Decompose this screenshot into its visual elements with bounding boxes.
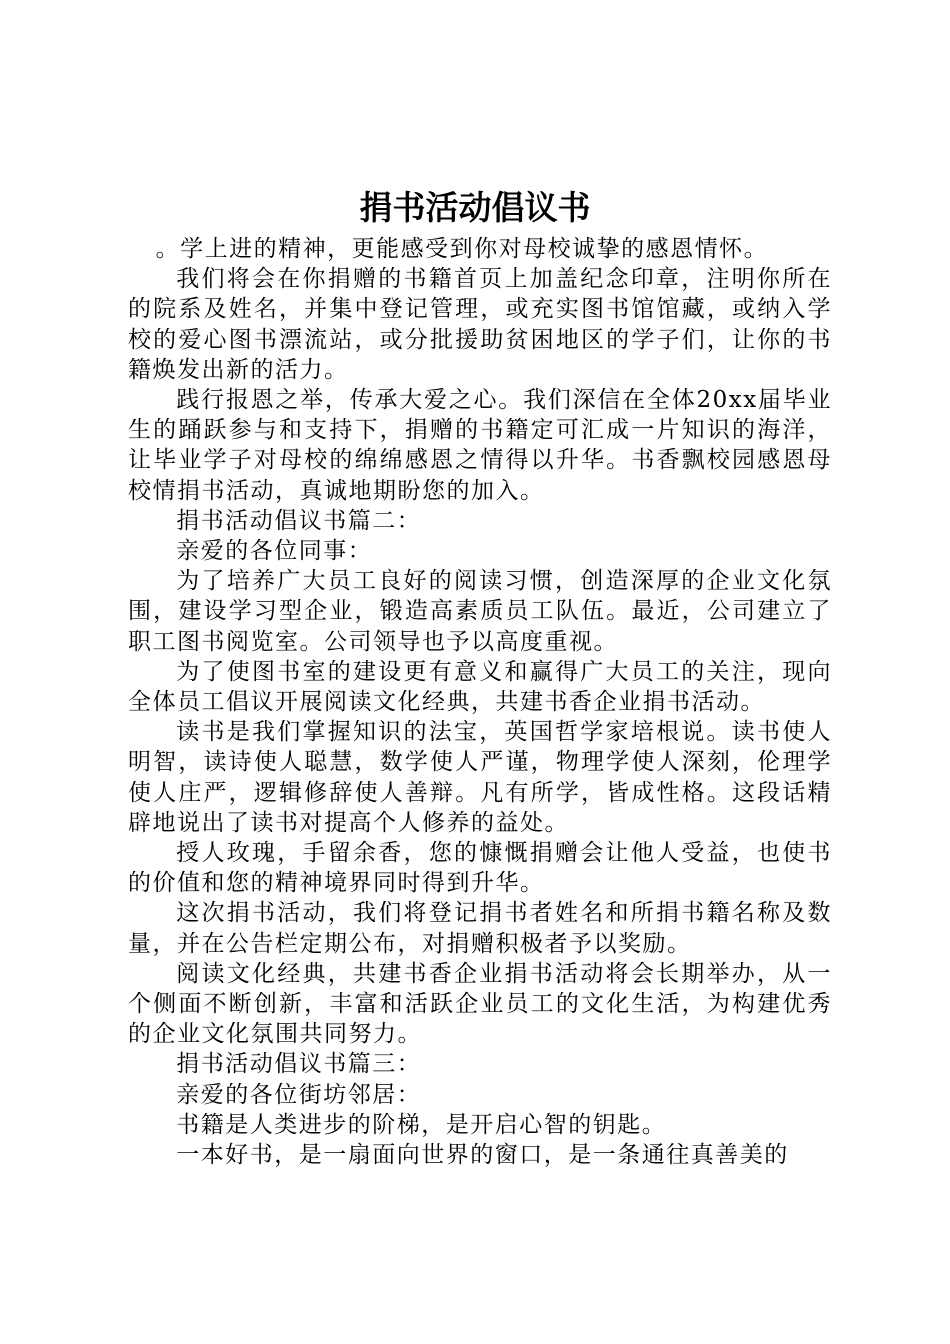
paragraph: 为了培养广大员工良好的阅读习惯，创造深厚的企业文化氛围，建设学习型企业，锻造高素质员工队伍。最近，公司建立了职工图书阅览室。公司领导也予以高度重视。 <box>128 568 832 655</box>
paragraph: 阅读文化经典，共建书香企业捐书活动将会长期举办，从一个侧面不断创新，丰富和活跃企业员工的文化生活，为构建优秀的企业文化氛围共同努力。 <box>128 960 832 1048</box>
paragraph: 书籍是人类进步的阶梯，是开启心智的钥匙。 <box>176 1111 667 1138</box>
document-body <box>128 234 832 1170</box>
paragraph: 读书是我们掌握知识的法宝，英国哲学家培根说。读书使人明智，读诗使人聪慧，数学使人严谨，物理学使人深刻，伦理学使人庄严，逻辑修辞使人善辩。凡有所学，皆成性格。这段话精辟地说出了读书对提高个人修养的益处。 <box>128 719 832 836</box>
paragraph: 授人玫瑰，手留余香，您的慷慨捐赠会让他人受益，也使书的价值和您的精神境界同时得到升华。 <box>128 840 832 897</box>
paragraph: 一本好书，是一扇面向世界的窗口，是一条通往真善美的 <box>176 1142 789 1169</box>
salutation: 亲爱的各位同事： <box>176 538 373 565</box>
paragraph: 践行报恩之举，传承大爱之心。我们深信在全体20xx届毕业生的踊跃参与和支持下，捐赠的书籍定可汇成一片知识的海洋，让毕业学子对母校的绵绵感恩之情得以升华。书香飘校园感恩母校情捐书活动，真诚地期盼您的加入。 <box>128 387 832 504</box>
section-heading: 捐书活动倡议书篇二： <box>176 507 422 534</box>
section-heading: 捐书活动倡议书篇三： <box>176 1051 422 1078</box>
paragraph: 这次捐书活动，我们将登记捐书者姓名和所捐书籍名称及数量，并在公告栏定期公布，对捐赠积极者予以奖励。 <box>128 900 832 957</box>
paragraph: 我们将会在你捐赠的书籍首页上加盖纪念印章，注明你所在的院系及姓名，并集中登记管理，或充实图书馆馆藏，或纳入学校的爱心图书漂流站，或分批援助贫困地区的学子们，让你的书籍焕发出新的活力。 <box>128 266 832 383</box>
salutation: 亲爱的各位街坊邻居： <box>176 1081 422 1108</box>
paragraph: 。学上进的精神，更能感受到你对母校诚挚的感恩情怀。 <box>155 236 769 262</box>
document-title: 捐书活动倡议书 <box>359 188 591 227</box>
paragraph: 为了使图书室的建设更有意义和赢得广大员工的关注，现向全体员工倡议开展阅读文化经典，共建书香企业捐书活动。 <box>128 658 832 716</box>
